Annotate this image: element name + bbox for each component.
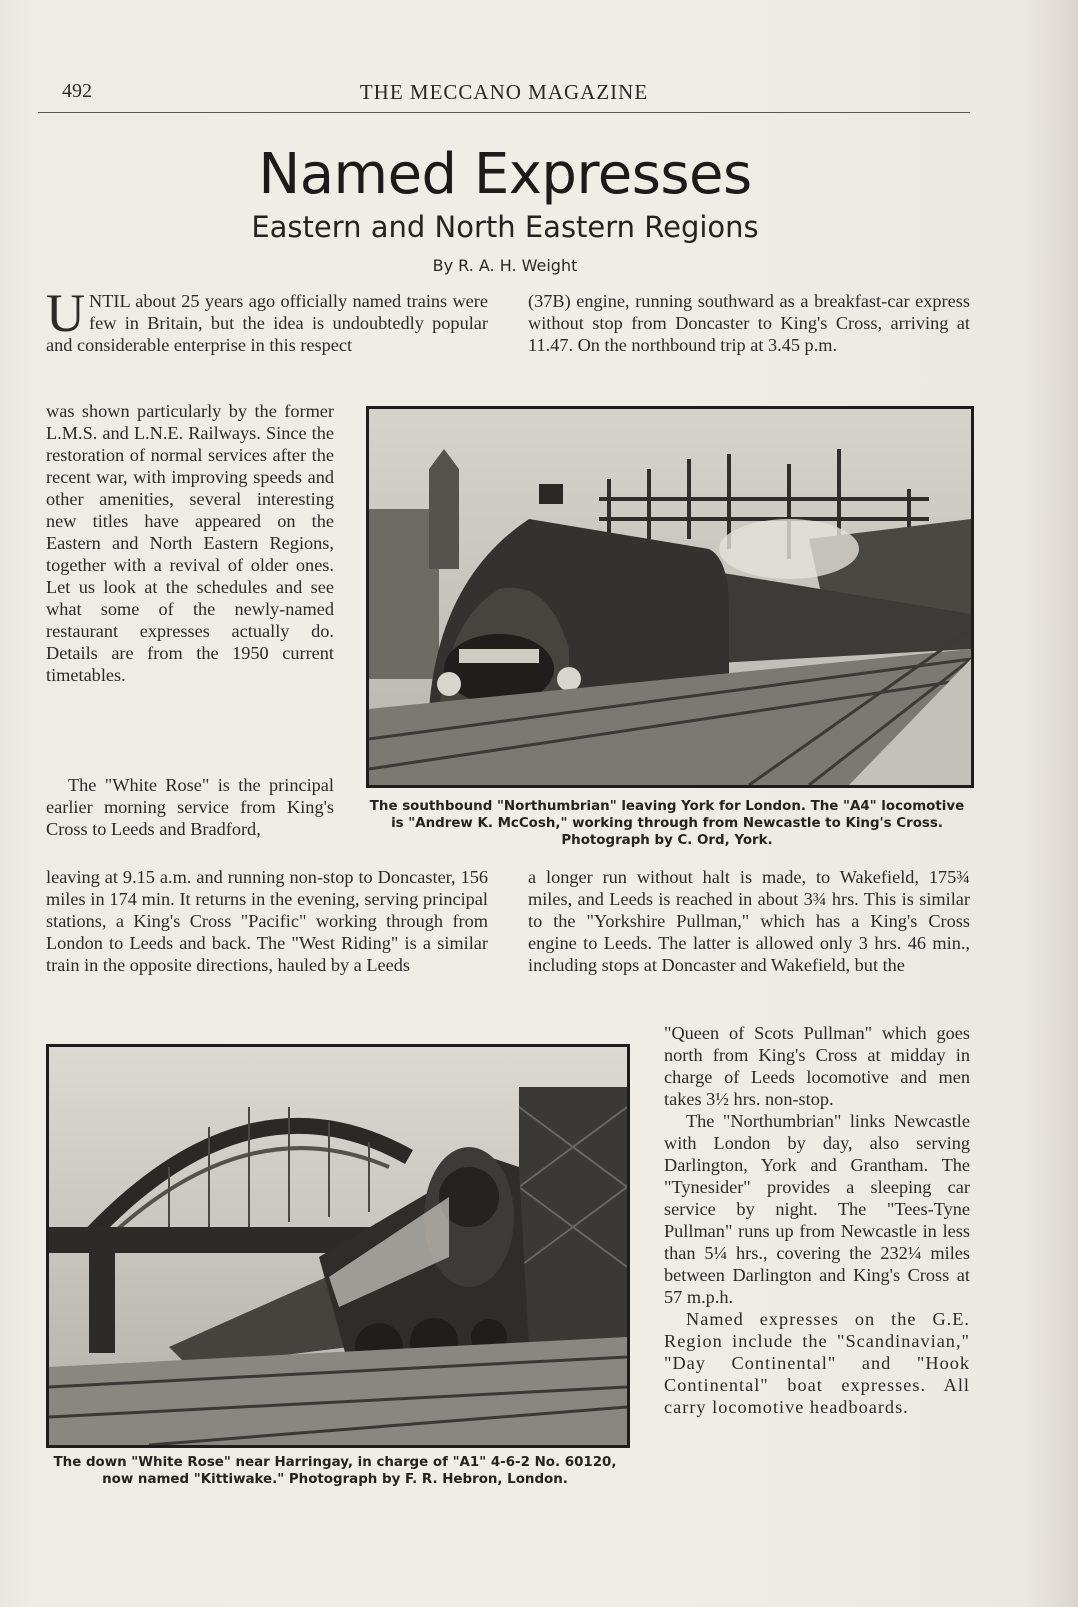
caption-white-rose: The down "White Rose" near Harringay, in charge of "A1" 4-6-2 No. 60120, now named "Kittiwake." Photograph by F. R. Hebron, London. [53,1455,617,1487]
white-rose-text-full: leaving at 9.15 a.m. and running non-stop to Doncaster, 156 miles in 174 min. It returns in the evening, serving principal stations, a King's Cross "Pacific" working through from London to Leeds and back. The "West Riding" is a similar train in the opposite directions, hauled by a Leeds [46,867,488,975]
paragraph-white-rose-wrap [46,774,334,840]
intro-text-wrap: was shown particularly by the former L.M.S. and L.N.E. Railways. Since the restoration of normal services after the recent war, with improving speeds and other amenities, several interesting new titles have appeared on the Eastern and North Eastern Regions, together with a revival of older ones. Let us look at the schedules and see what some of the newly-named restaurant expresses actually do. Details are from the 1950 current timetables. [46,401,334,685]
ge-region-text: Named expresses on the G.E. Region include the "Scandinavian," "Day Continental" and "Hook Continental" boat expresses. All carry locomotive headboards. [664,1309,970,1417]
photo-northumbrian-image [369,409,971,785]
paragraph-intro-wrap [46,400,334,686]
leeds-text-mid: a longer run without halt is made, to Wakefield, 175¾ miles, and Leeds is reached in about 3¾ hrs. This is similar to the "Yorkshire Pullman," which has a King's Cross engine to Leeds. The latter is allowed only 3 hrs. 46 min., including stops at Doncaster and Wakefield, but the [528,867,970,975]
northumbrian-text: The "Northumbrian" links Newcastle with London by day, also serving Darlington, York and Grantham. The "Tynesider" provides a sleeping car service by night. The "Tees-Tyne Pullman" runs up from Newcastle in less than 5¼ hrs., covering the 232¼ miles between Darlington and King's Cross at 57 m.p.h. [664,1111,970,1307]
paragraph-leeds-top [528,290,970,356]
article-subtitle: Eastern and North Eastern Regions [251,210,759,244]
photo-white-rose [46,1044,630,1448]
leeds-text-top: (37B) engine, running southward as a breakfast-car express without stop from Doncaster to King's Cross, arriving at 11.47. On the northbound trip at 3.45 p.m. [528,291,970,355]
photo-white-rose-image [49,1047,627,1445]
page-number: 492 [62,80,92,102]
white-rose-text-wrap: The "White Rose" is the principal earlier morning service from King's Cross to Leeds and Bradford, [46,775,334,839]
drop-cap: U [46,283,85,343]
paragraph-intro-top [46,283,488,356]
article-byline: By R. A. H. Weight [432,256,578,275]
article-title: Named Expresses [258,142,752,207]
paragraph-wrap-right [664,1022,970,1418]
magazine-title: THE MECCANO MAGAZINE [359,80,649,104]
caption-northumbrian: The southbound "Northumbrian" leaving York for London. The "A4" locomotive is "Andrew K. McCosh," working through from Newcastle to King's Cross. Photograph by C. Ord, York. [369,799,965,848]
queen-of-scots-text: "Queen of Scots Pullman" which goes north from King's Cross at midday in charge of Leeds locomotive and men takes 3½ hrs. non-stop. [664,1023,970,1109]
paragraph-leeds-mid [528,866,970,976]
running-header [38,78,970,113]
paragraph-white-rose-full [46,866,488,976]
intro-text-top: NTIL about 25 years ago officially named trains were few in Britain, but the idea is undoubtedly popular and considerable enterprise in this respect [46,291,488,355]
photo-northumbrian [366,406,974,788]
